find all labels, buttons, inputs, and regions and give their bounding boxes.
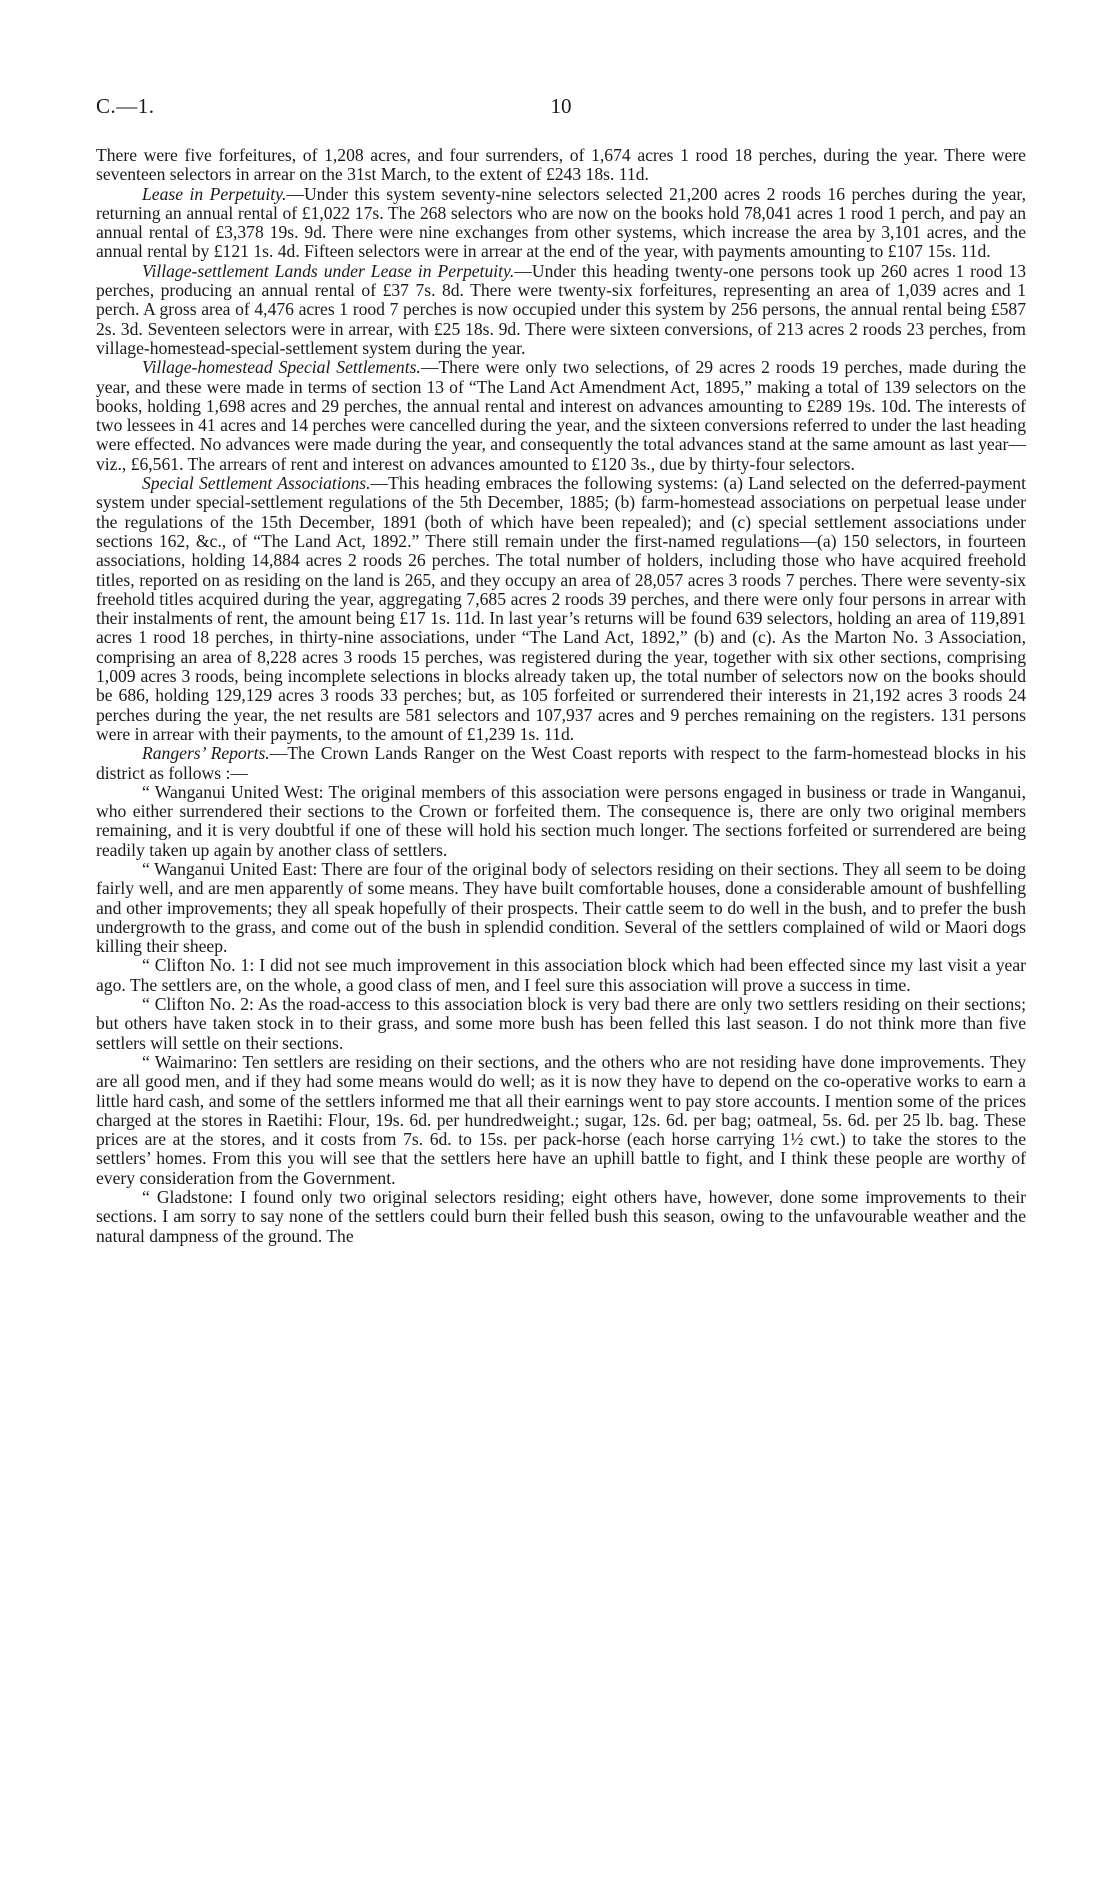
page-number: 10 [550, 94, 572, 118]
section-heading: Lease in Perpetuity. [142, 183, 287, 204]
paragraph-text: —This heading embraces the following systems: (a) Land selected on the deferred-payment system under special-settlement regulations of the 5th December, 1885; (b) farm-homestead associations on perpetual lease under the regulations of the 15th December, 1891 (both of which have been repealed); and (c) special settlement associations under sections 162, &c., of “The Land Act, 1892.” There still remain under the first-named regulations—(a) 150 selectors, in fourteen associations, holding 14,884 acres 2 roods 26 perches. The total number of holders, including those who have acquired freehold titles, reported on as residing on the land is 265, and they occupy an area of 28,057 acres 3 roods 7 perches. There were seventy-six freehold titles acquired during the year, aggregating 7,685 acres 2 roods 39 perches, and there were only four persons in arrear with their instalments of rent, the amount being £17 1s. 11d. In last year’s returns will be found 639 selectors, holding an area of 119,891 acres 1 rood 18 perches, in thirty-nine associations, under “The Land Act, 1892,” (b) and (c). As the Marton No. 3 Association, comprising an area of 8,228 acres 3 roods 15 perches, was registered during the year, together with six other sections, comprising 1,009 acres 3 roods, being incomplete selections in blocks already taken up, the total number of selectors now on the books should be 686, holding 129,129 acres 3 roods 33 perches; but, as 105 forfeited or surrendered their interests in 21,192 acres 3 roods 24 perches during the year, the net results are 581 selectors and 107,937 acres and 9 perches remaining on the registers. 131 persons were in arrear with their payments, to the amount of £1,239 1s. 11d. [96, 473, 1026, 744]
section-heading: Special Settlement Associations. [142, 473, 371, 494]
paragraph-clifton-no-2 [96, 995, 1026, 1053]
paragraph-text: “ Clifton No. 1: I did not see much improvement in this association block which had been effected since my last visit a year ago. The settlers are, on the whole, a good class of men, and I feel sure this association will prove a success in time. [96, 955, 1026, 995]
page-header [96, 94, 1026, 124]
paragraph-gladstone [96, 1188, 1026, 1246]
paragraph-wanganui-united-east [96, 860, 1026, 956]
paragraph-text: —Under this heading twenty-one persons took up 260 acres 1 rood 13 perches, producing an annual rental of £37 7s. 8d. There were twenty-six forfeitures, representing an area of 1,039 acres and 1 perch. A gross area of 4,476 acres 1 rood 7 perches is now occupied under this system by 256 persons, the annual rental being £587 2s. 3d. Seventeen selectors were in arrear, with £25 18s. 9d. There were sixteen conversions, of 213 acres 2 roods 23 perches, from village-homestead-special-settlement system during the year. [96, 260, 1026, 358]
paragraph-text: “ Clifton No. 2: As the road-access to this association block is very bad there are only two settlers residing on their sections; but others have taken stock in to their grass, and some more bush has been felled this last season. I do not think more than five settlers will settle on their sections. [96, 994, 1026, 1053]
paragraph-rangers-reports [96, 744, 1026, 783]
paragraph-text: —Under this system seventy-nine selectors selected 21,200 acres 2 roods 16 perches during the year, returning an annual rental of £1,022 17s. The 268 selectors who are now on the books hold 78,041 acres 1 rood 1 perch, and pay an annual rental of £3,378 19s. 9d. There were nine exchanges from other systems, which increase the area by 3,101 acres, and the annual rental by £121 1s. 4d. Fifteen selectors were in arrear at the end of the year, with payments amounting to £107 15s. 11d. [96, 183, 1026, 262]
paragraph-clifton-no-1 [96, 956, 1026, 995]
paragraph-text: —The Crown Lands Ranger on the West Coast reports with respect to the farm-homestead blocks in his district as follows :— [96, 743, 1026, 783]
section-heading: Rangers’ Reports. [142, 743, 270, 764]
paragraph-forfeitures-summary [96, 146, 1026, 185]
paragraph-text: —There were only two selections, of 29 acres 2 roods 19 perches, made during the year, and these were made in terms of section 13 of “The Land Act Amendment Act, 1895,” making a total of 139 selectors on the books, holding 1,698 acres and 29 perches, the annual rental and interest on advances amounting to £289 19s. 10d. The interests of two lessees in 41 acres and 14 perches were cancelled during the year, and the sixteen conversions referred to under the last heading were effected. No advances were made during the year, and consequently the total advances stand at the same amount as last year—viz., £6,561. The arrears of rent and interest on advances amounted to £120 3s., due by thirty-four selectors. [96, 357, 1027, 474]
paragraph-special-settlement-associations [96, 474, 1026, 744]
section-heading: Village-settlement Lands under Lease in Perpetuity. [142, 260, 515, 281]
paragraph-text: “ Waimarino: Ten settlers are residing on their sections, and the others who are not residing have done improvements. They are all good men, and if they had some means would do well; as it is now they have to depend on the co-operative works to earn a little hard cash, and some of the settlers informed me that all their earnings went to pay store accounts. I mention some of the prices charged at the stores in Raetihi: Flour, 19s. 6d. per hundredweight.; sugar, 12s. 6d. per bag; oatmeal, 5s. 6d. per 25 lb. bag. These prices are at the stores, and it costs from 7s. 6d. to 15s. per pack-horse (each horse carrying 1½ cwt.) to take the stores to the settlers’ homes. From this you will see that the settlers here have an uphill battle to fight, and I think these people are worthy of every consideration from the Government. [96, 1051, 1026, 1188]
paragraph-lease-in-perpetuity [96, 185, 1026, 262]
body-text [96, 146, 1026, 1246]
paragraph-text: “ Wanganui United East: There are four of the original body of selectors residing on their sections. They all seem to be doing fairly well, and are men apparently of some means. They have built comfortable houses, done a considerable amount of bushfelling and other improvements; they all speak hopefully of their prospects. Their cattle seem to do well in the bush, and to prefer the bush undergrowth to the grass, and come out of the bush in splendid condition. Several of the settlers complained of wild or Maori dogs killing their sheep. [96, 858, 1026, 957]
paragraph-waimarino [96, 1053, 1026, 1188]
paragraph-wanganui-united-west [96, 783, 1026, 860]
paragraph-village-settlement [96, 262, 1026, 358]
paragraph-text: There were five forfeitures, of 1,208 acres, and four surrenders, of 1,674 acres 1 rood 18 perches, during the year. There were seventeen selectors in arrear on the 31st March, to the extent of £243 18s. 11d. [96, 145, 1026, 185]
paragraph-village-homestead [96, 358, 1026, 474]
paragraph-text: “ Wanganui United West: The original members of this association were persons engaged in business or trade in Wanganui, who either surrendered their sections to the Crown or forfeited them. The consequence is, there are only two original members remaining, and it is very doubtful if one of these will hold his section much longer. The sections forfeited or surrendered are being readily taken up again by another class of settlers. [96, 781, 1026, 860]
paragraph-text: “ Gladstone: I found only two original selectors residing; eight others have, however, done some improvements to their sections. I am sorry to say none of the settlers could burn their felled bush this season, owing to the unfavourable weather and the natural dampness of the ground. The [96, 1187, 1026, 1246]
series-reference: C.—1. [96, 94, 155, 118]
section-heading: Village-homestead Special Settlements. [142, 357, 421, 378]
